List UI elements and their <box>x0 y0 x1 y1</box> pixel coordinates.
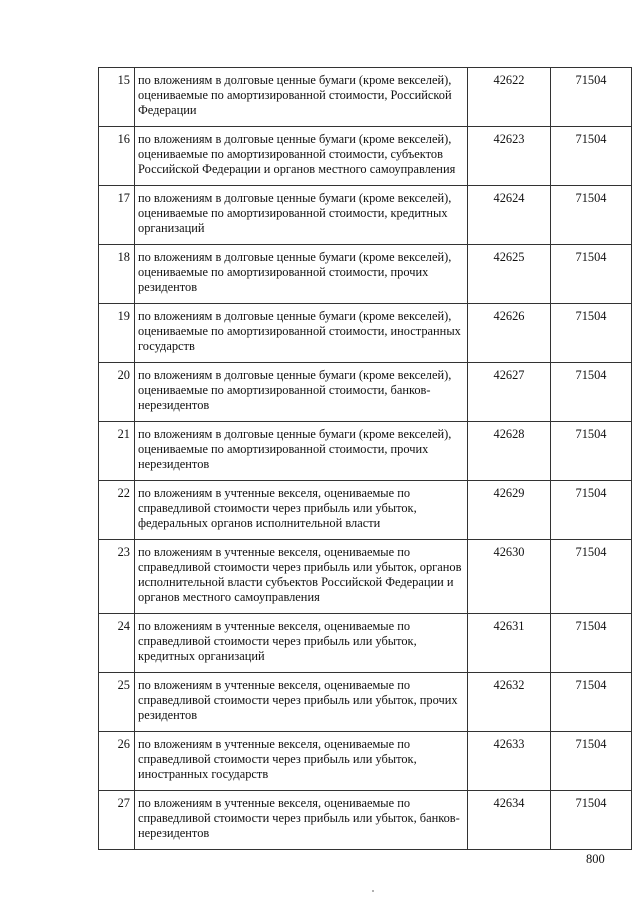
row-description: по вложениям в учтенные векселя, оцениваемые по справедливой стоимости через прибыль или убыток, федеральных органов исполнительной власти <box>135 481 468 540</box>
account-number: 42626 <box>468 304 551 363</box>
row-number: 24 <box>99 614 135 673</box>
row-description: по вложениям в учтенные векселя, оцениваемые по справедливой стоимости через прибыль или убыток, кредитных организаций <box>135 614 468 673</box>
scan-speck <box>372 890 374 892</box>
table-row <box>99 245 632 304</box>
symbol-code: 71504 <box>551 422 632 481</box>
table-row <box>99 732 632 791</box>
account-number: 42625 <box>468 245 551 304</box>
account-number: 42632 <box>468 673 551 732</box>
table-row <box>99 68 632 127</box>
account-number: 42631 <box>468 614 551 673</box>
table-row <box>99 363 632 422</box>
account-number: 42633 <box>468 732 551 791</box>
row-number: 23 <box>99 540 135 614</box>
table-row <box>99 127 632 186</box>
table-row <box>99 422 632 481</box>
row-number: 22 <box>99 481 135 540</box>
account-number: 42622 <box>468 68 551 127</box>
table-row <box>99 791 632 850</box>
row-number: 15 <box>99 68 135 127</box>
account-number: 42628 <box>468 422 551 481</box>
symbol-code: 71504 <box>551 732 632 791</box>
row-description: по вложениям в учтенные векселя, оцениваемые по справедливой стоимости через прибыль или убыток, органов исполнительной власти субъектов Российской Федерации и органов местного самоуправления <box>135 540 468 614</box>
row-description: по вложениям в долговые ценные бумаги (кроме векселей), оцениваемые по амортизированной стоимости, кредитных организаций <box>135 186 468 245</box>
row-description: по вложениям в долговые ценные бумаги (кроме векселей), оцениваемые по амортизированной стоимости, субъектов Российской Федерации и органов местного самоуправления <box>135 127 468 186</box>
account-number: 42634 <box>468 791 551 850</box>
row-number: 16 <box>99 127 135 186</box>
page-number: 800 <box>586 852 605 866</box>
row-number: 26 <box>99 732 135 791</box>
symbol-code: 71504 <box>551 614 632 673</box>
row-number: 25 <box>99 673 135 732</box>
accounts-table <box>98 67 632 850</box>
account-number: 42624 <box>468 186 551 245</box>
symbol-code: 71504 <box>551 673 632 732</box>
table-row <box>99 304 632 363</box>
table-row <box>99 540 632 614</box>
symbol-code: 71504 <box>551 245 632 304</box>
symbol-code: 71504 <box>551 186 632 245</box>
symbol-code: 71504 <box>551 540 632 614</box>
row-description: по вложениям в долговые ценные бумаги (кроме векселей), оцениваемые по амортизированной стоимости, прочих резидентов <box>135 245 468 304</box>
symbol-code: 71504 <box>551 791 632 850</box>
symbol-code: 71504 <box>551 481 632 540</box>
table-row <box>99 614 632 673</box>
table-row <box>99 186 632 245</box>
row-description: по вложениям в долговые ценные бумаги (кроме векселей), оцениваемые по амортизированной стоимости, прочих нерезидентов <box>135 422 468 481</box>
row-number: 27 <box>99 791 135 850</box>
row-number: 20 <box>99 363 135 422</box>
symbol-code: 71504 <box>551 127 632 186</box>
row-description: по вложениям в долговые ценные бумаги (кроме векселей), оцениваемые по амортизированной стоимости, банков-нерезидентов <box>135 363 468 422</box>
symbol-code: 71504 <box>551 304 632 363</box>
row-number: 19 <box>99 304 135 363</box>
row-description: по вложениям в учтенные векселя, оцениваемые по справедливой стоимости через прибыль или убыток, иностранных государств <box>135 732 468 791</box>
row-description: по вложениям в долговые ценные бумаги (кроме векселей), оцениваемые по амортизированной стоимости, иностранных государств <box>135 304 468 363</box>
row-description: по вложениям в долговые ценные бумаги (кроме векселей), оцениваемые по амортизированной стоимости, Российской Федерации <box>135 68 468 127</box>
row-description: по вложениям в учтенные векселя, оцениваемые по справедливой стоимости через прибыль или убыток, прочих резидентов <box>135 673 468 732</box>
account-number: 42630 <box>468 540 551 614</box>
account-number: 42629 <box>468 481 551 540</box>
table-row <box>99 673 632 732</box>
symbol-code: 71504 <box>551 363 632 422</box>
row-description: по вложениям в учтенные векселя, оцениваемые по справедливой стоимости через прибыль или убыток, банков-нерезидентов <box>135 791 468 850</box>
account-number: 42623 <box>468 127 551 186</box>
table-row <box>99 481 632 540</box>
symbol-code: 71504 <box>551 68 632 127</box>
row-number: 17 <box>99 186 135 245</box>
row-number: 21 <box>99 422 135 481</box>
account-number: 42627 <box>468 363 551 422</box>
row-number: 18 <box>99 245 135 304</box>
